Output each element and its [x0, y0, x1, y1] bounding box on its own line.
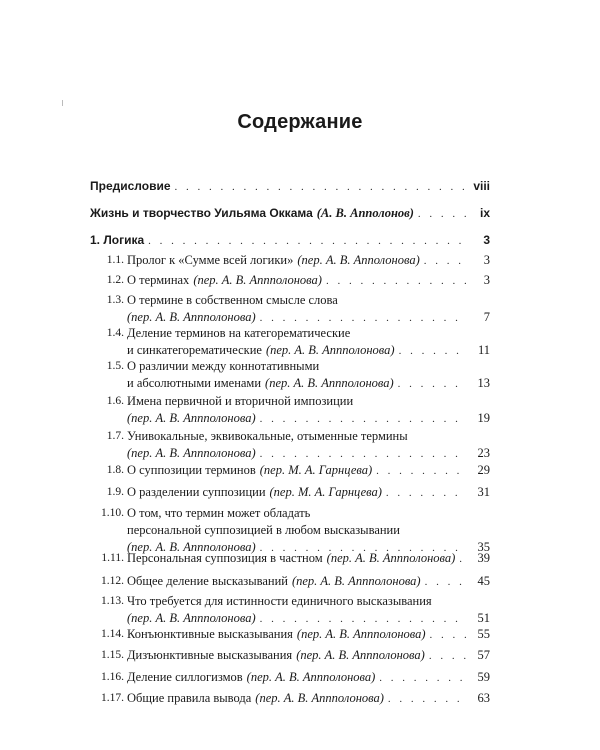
toc-entry-title [127, 669, 470, 687]
toc-entry-number: 1.14. [101, 628, 124, 640]
toc-page-number: 57 [477, 648, 490, 662]
toc-page-number: 31 [477, 485, 490, 499]
toc-page-number: 59 [477, 670, 490, 684]
toc-page-number: 3 [483, 273, 490, 287]
toc-entry-number: 1.7. [106, 430, 124, 442]
toc-entry-number: 1.1. [106, 254, 124, 266]
toc-entry-text: Общие правила вывода [127, 691, 252, 705]
toc-page-number: 19 [477, 411, 490, 425]
toc-entry-number: 1.11. [101, 552, 124, 564]
toc-entry-text: О том, что термин может обладать [127, 506, 311, 520]
toc-entry-text: Имена первичной и вторичной импозиции [127, 394, 354, 408]
toc-entry-title [127, 428, 470, 463]
toc-leader-dots [398, 376, 466, 393]
toc-page-number: 3 [483, 253, 490, 267]
toc-entry-title [127, 272, 470, 290]
toc-entry-title [127, 325, 470, 360]
toc-leader-dots [148, 233, 466, 250]
toc-entry-translator: (пер. А. В. Аппполонова) [127, 611, 256, 625]
toc-entry-number: 1.16. [101, 671, 124, 683]
toc-leader-dots [379, 670, 466, 687]
toc-entry-text: Деление силлогизмов [127, 670, 243, 684]
toc-entry-translator: (пер. А. В. Аппполонова) [127, 446, 256, 460]
toc-entry-translator: (А. В. Апполонов) [316, 206, 414, 220]
toc-page-number: 45 [477, 574, 490, 588]
toc-entry-text: Конъюнктивные высказывания [127, 627, 293, 641]
toc-entry-number: 1.6. [106, 395, 124, 407]
toc-leader-dots [175, 179, 466, 196]
toc-entry-title [127, 550, 470, 568]
toc-page-number: viii [473, 179, 490, 193]
toc-entry-title [127, 626, 470, 644]
toc-entry-translator: (пер. А. В. Аппполонова) [127, 540, 256, 554]
toc-page-number: 13 [477, 376, 490, 390]
toc-page-number: 51 [477, 611, 490, 625]
toc-entry-number: 1.17. [101, 692, 124, 704]
page-title: Содержание [237, 111, 363, 133]
toc-entry-translator: (пер. А. В. Аппполонова) [127, 310, 256, 324]
toc-entry-number: 1.12. [101, 575, 124, 587]
toc-leader-dots [260, 411, 466, 428]
toc-entry-title [127, 252, 470, 270]
toc-entry-text: О терминах [127, 273, 190, 287]
toc-entry-translator: (пер. А. В. Аппполонова) [127, 411, 256, 425]
toc-entry-title [127, 690, 470, 708]
toc-entry-translator: (пер. А. В. Аппполонова) [255, 691, 384, 705]
toc-leader-dots [388, 691, 466, 708]
toc-entry-translator: (пер. А. В. Апполонова) [297, 253, 420, 267]
toc-entry-text: и абсолютными именами [127, 376, 262, 390]
toc-leader-dots [260, 446, 466, 463]
toc-entry-title [127, 393, 470, 428]
toc-entry-translator: (пер. М. А. Гарнцева) [269, 485, 382, 499]
toc-entry-number: 1.8. [106, 464, 124, 476]
toc-leader-dots [326, 273, 466, 290]
toc-entry-text: 1. Логика [90, 233, 145, 247]
toc-entry-number: 1.5. [106, 360, 124, 372]
toc-entry-title [127, 484, 470, 502]
toc-page-number: 11 [477, 343, 490, 357]
toc-entry-text: О разделении суппозиции [127, 485, 266, 499]
toc-entry-text: и синкатегорематические [127, 343, 262, 357]
toc-page-number: 35 [477, 540, 490, 554]
toc-entry-text: Что требуется для истинности единичного высказывания [127, 594, 432, 608]
toc-entry-title [90, 232, 470, 250]
toc-entry-title [90, 178, 470, 196]
toc-page-number: 29 [477, 463, 490, 477]
toc-entry-text: Пролог к «Сумме всей логики» [127, 253, 294, 267]
toc-entry-text: О суппозиции терминов [127, 463, 256, 477]
toc-entry-number: 1.3. [106, 294, 124, 306]
toc-page-number: 39 [477, 551, 490, 565]
toc-page-number: 3 [483, 233, 490, 247]
toc-entry-number: 1.2. [106, 274, 124, 286]
toc-entry-translator: (пер. А. В. Аппполонова) [265, 376, 394, 390]
toc-entry-translator: (пер. А. В. Аппполонова) [291, 574, 421, 588]
toc-entry-title [127, 593, 470, 628]
toc-entry-translator: (пер. М. А. Гарнцева) [259, 463, 373, 477]
toc-entry-number: 1.9. [106, 486, 124, 498]
toc-leader-dots [386, 485, 466, 502]
toc-entry-title [127, 647, 470, 665]
toc-leader-dots [376, 463, 466, 480]
toc-entry-text: Дизъюнктивные высказывания [127, 648, 293, 662]
toc-page-number: 55 [477, 627, 490, 641]
toc-entry-text: Жизнь и творчество Уильяма Оккама [90, 206, 313, 220]
toc-entry-translator: (пер. А. В. Аппполонова) [296, 627, 426, 641]
toc-entry-text: Предисловие [90, 179, 171, 193]
toc-page-number: ix [479, 206, 490, 220]
toc-entry-title [127, 573, 470, 591]
toc-entry-text: Деление терминов на категорематические [127, 326, 351, 340]
toc-entry-text: Общее деление высказываний [127, 574, 288, 588]
toc-leader-dots [418, 206, 466, 223]
toc-entry-translator: (пер. А. В. Аппполонова) [246, 670, 376, 684]
toc-entry-text: О термине в собственном смысле слова [127, 293, 338, 307]
toc-entry-translator: (пер. А. В. Аппполонова) [326, 551, 456, 565]
toc-page-number: 23 [477, 446, 490, 460]
toc-entry-number: 1.13. [101, 595, 124, 607]
toc-entry-title [90, 205, 470, 223]
toc-entry-title [127, 358, 470, 393]
toc-entry-translator: (пер. А. В. Аппполонова) [265, 343, 395, 357]
toc-entry-translator: (пер. А. В. Аппполонова) [193, 273, 322, 287]
toc-entry-translator: (пер. А. В. Аппполонова) [296, 648, 425, 662]
toc-page-number: 7 [483, 310, 490, 324]
toc-entry-number: 1.4. [106, 327, 124, 339]
toc-entry-title [127, 292, 470, 327]
toc-entry-number: 1.10. [101, 507, 124, 519]
toc-entry-number: 1.15. [101, 649, 124, 661]
toc-entry-title [127, 462, 470, 480]
toc-entry-text: персональной суппозицией в любом высказывании [127, 523, 400, 537]
toc-entry-text: Унивокальные, эквивокальные, отыменные термины [127, 429, 408, 443]
toc-entry-text: Персональная суппозиция в частном [127, 551, 323, 565]
toc-page-number: 63 [477, 691, 490, 705]
toc-entry-text: О различии между коннотативными [127, 359, 320, 373]
